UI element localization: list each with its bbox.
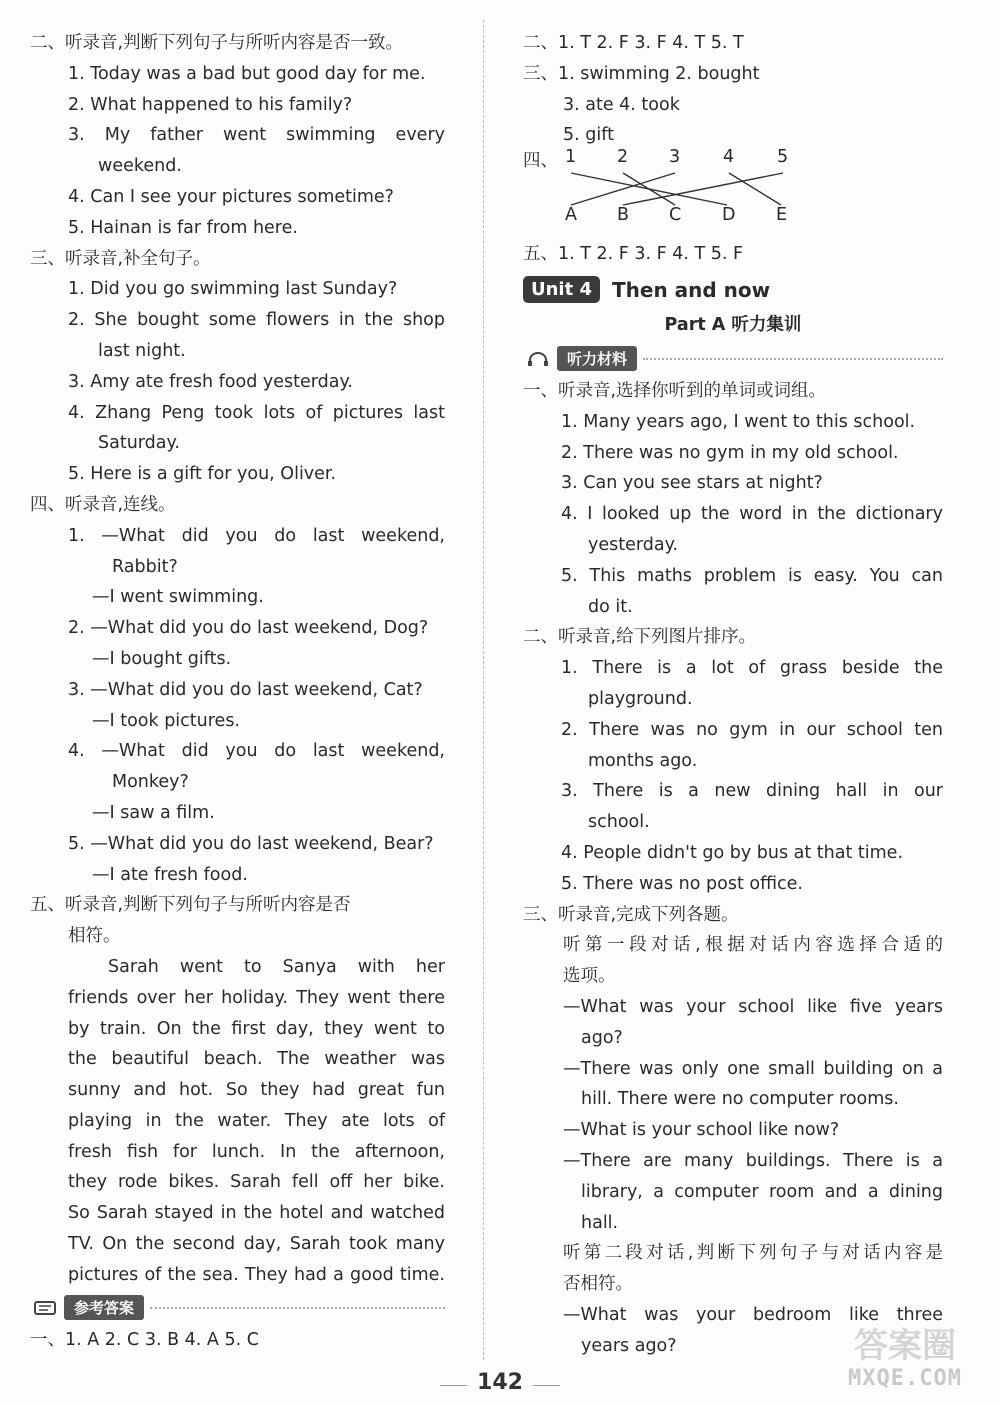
question-3-intro-1: 听第一段对话,根据对话内容选择合适的 xyxy=(563,935,943,956)
list-item-continued: last night. xyxy=(98,340,186,361)
section-3-title: 三、听录音,补全句子。 xyxy=(30,248,211,269)
list-item: 5. This maths problem is easy. You can xyxy=(561,565,943,586)
answer-section-3: 三、1. swimming 2. bought xyxy=(523,63,760,84)
list-item: 5. Here is a gift for you, Oliver. xyxy=(68,464,337,485)
list-item-continued: Saturday. xyxy=(98,433,180,454)
passage-line: the beautiful beach. The weather was xyxy=(68,1049,445,1070)
dialog-line-continued: Rabbit? xyxy=(112,556,178,577)
dialog-line-continued: years ago? xyxy=(581,1335,677,1356)
question-3-intro-2: 听第二段对话,判断下列句子与对话内容是 xyxy=(563,1243,943,1264)
match-number: 2 xyxy=(617,147,629,168)
passage-line: friends over her holiday. They went there xyxy=(68,987,445,1008)
match-letter: B xyxy=(617,205,630,226)
left-column xyxy=(30,28,445,1355)
unit-badge: Unit 4 xyxy=(523,276,600,303)
dialog-answer: —I bought gifts. xyxy=(92,648,232,669)
dialog-line-continued: hall. xyxy=(581,1212,619,1233)
list-item-continued: months ago. xyxy=(588,750,698,771)
question-3-title: 三、听录音,完成下列各题。 xyxy=(523,904,739,925)
watermark-glyph: 答案圈 xyxy=(854,1326,956,1366)
column-divider xyxy=(483,20,484,1360)
dialog-line: —What was your bedroom like three xyxy=(563,1304,943,1325)
answer-section-3-line: 3. ate 4. took xyxy=(563,94,680,115)
passage-line: sunny and hot. So they had great fun xyxy=(68,1080,445,1101)
list-item-continued: weekend. xyxy=(98,156,182,177)
dialog-line: 4. —What did you do last weekend, xyxy=(68,741,445,762)
dialog-line-continued: Monkey? xyxy=(112,772,189,793)
dialog-line: 2. —What did you do last weekend, Dog? xyxy=(68,618,429,639)
answers-line: 一、1. A 2. C 3. B 4. A 5. C xyxy=(30,1329,259,1350)
match-number: 1 xyxy=(565,147,577,168)
answer-section-5: 五、1. T 2. F 3. F 4. T 5. F xyxy=(523,244,744,265)
material-banner-label: 听力材料 xyxy=(557,346,637,371)
list-item: 4. Can I see your pictures sometime? xyxy=(68,186,394,207)
match-number: 3 xyxy=(669,147,681,168)
list-item: 3. Can you see stars at night? xyxy=(561,473,823,494)
dialog-line-continued: hill. There were no computer rooms. xyxy=(581,1089,899,1110)
dialog-answer: —I took pictures. xyxy=(92,710,240,731)
section-2-title: 二、听录音,判断下列句子与所听内容是否一致。 xyxy=(30,33,404,53)
list-item: 5. Hainan is far from here. xyxy=(68,217,298,238)
passage-line: pictures of the sea. They had a good time. xyxy=(68,1264,445,1285)
passage-line: by train. On the first day, they went to xyxy=(68,1018,445,1039)
list-item-continued: do it. xyxy=(588,596,633,617)
match-lines xyxy=(523,151,823,239)
list-item: 3. Amy ate fresh food yesterday. xyxy=(68,371,353,392)
watermark-text: MXQE.COM xyxy=(848,1366,962,1391)
passage-line: TV. On the second day, Sarah took many xyxy=(68,1234,445,1255)
material-banner xyxy=(527,342,943,376)
passage-line: they rode bikes. Sarah fell off her bike. xyxy=(68,1172,445,1193)
dialog-line: —There was only one small building on a xyxy=(563,1058,943,1079)
list-item: 2. There was no gym in our school ten xyxy=(561,719,943,740)
match-letter: C xyxy=(669,205,682,226)
part-title: Part A 听力集训 xyxy=(664,314,802,335)
answer-section-2: 二、1. T 2. F 3. F 4. T 5. T xyxy=(523,33,744,53)
section-5-title-continued: 相符。 xyxy=(68,926,121,947)
passage-line: playing in the water. They ate lots of xyxy=(68,1110,445,1131)
dialog-line-continued: ago? xyxy=(581,1027,623,1048)
list-item: 5. There was no post office. xyxy=(561,873,803,894)
list-item-continued: playground. xyxy=(588,688,693,709)
answers-banner-label: 参考答案 xyxy=(64,1295,144,1320)
answer-section-4-label: 四、 xyxy=(523,151,558,172)
unit-title: Then and now xyxy=(612,277,771,302)
list-item: 2. She bought some flowers in the shop xyxy=(68,310,445,331)
dialog-line-continued: library, a computer room and a dining xyxy=(581,1181,943,1202)
unit-header xyxy=(523,272,943,308)
dialog-line: —What was your school like five years xyxy=(563,996,943,1017)
list-item: 2. There was no gym in my old school. xyxy=(561,442,899,463)
match-letter: D xyxy=(722,205,736,226)
answer-section-3-line: 5. gift xyxy=(563,125,614,146)
passage-line: So Sarah stayed in the hotel and watched xyxy=(68,1203,445,1224)
banner-divider xyxy=(150,1307,445,1309)
dialog-line: —What is your school like now? xyxy=(563,1120,840,1141)
dialog-line: 5. —What did you do last weekend, Bear? xyxy=(68,833,434,854)
question-3-intro-2-continued: 否相符。 xyxy=(563,1274,633,1295)
dialog-line: 1. —What did you do last weekend, xyxy=(68,525,445,546)
page-number-text: 142 xyxy=(467,1370,533,1395)
list-item-continued: yesterday. xyxy=(588,534,679,555)
list-item: 1. Many years ago, I went to this school. xyxy=(561,411,916,432)
list-item: 1. Today was a bad but good day for me. xyxy=(68,63,426,84)
match-letter: E xyxy=(776,205,788,226)
section-4-title: 四、听录音,连线。 xyxy=(30,494,176,515)
passage-line: fresh fish for lunch. In the afternoon, xyxy=(68,1141,445,1162)
answer-key-icon xyxy=(34,1300,56,1316)
question-2-title: 二、听录音,给下列图片排序。 xyxy=(523,627,757,648)
list-item: 1. There is a lot of grass beside the xyxy=(561,658,943,679)
headphones-icon xyxy=(527,351,549,367)
match-number: 4 xyxy=(723,147,735,168)
dialog-line: —There are many buildings. There is a xyxy=(563,1150,943,1171)
question-3-intro-1-continued: 选项。 xyxy=(563,966,616,987)
list-item: 3. My father went swimming every xyxy=(68,125,445,146)
match-number: 5 xyxy=(777,147,789,168)
list-item: 4. Zhang Peng took lots of pictures last xyxy=(68,402,445,423)
banner-divider xyxy=(643,358,943,360)
right-column xyxy=(523,28,943,1361)
watermark xyxy=(820,1318,990,1400)
list-item: 3. There is a new dining hall in our xyxy=(561,781,943,802)
dialog-line: 3. —What did you do last weekend, Cat? xyxy=(68,679,423,700)
list-item: 4. I looked up the word in the dictionary xyxy=(561,504,943,525)
question-1-title: 一、听录音,选择你听到的单词或词组。 xyxy=(523,380,827,401)
dialog-answer: —I saw a film. xyxy=(92,802,215,823)
match-line-3-A xyxy=(571,173,675,205)
match-line-4-E xyxy=(729,173,781,205)
list-item: 1. Did you go swimming last Sunday? xyxy=(68,279,398,300)
section-5-title: 五、听录音,判断下列句子与所听内容是否 xyxy=(30,895,351,916)
list-item: 2. What happened to his family? xyxy=(68,94,353,115)
passage-line: Sarah went to Sanya with her xyxy=(108,956,445,977)
matching-diagram xyxy=(523,147,943,239)
match-letter: A xyxy=(565,205,577,226)
list-item-continued: school. xyxy=(588,812,650,833)
answers-banner xyxy=(34,1291,445,1325)
dialog-answer: —I went swimming. xyxy=(92,587,264,608)
list-item: 4. People didn't go by bus at that time. xyxy=(561,842,904,863)
dialog-answer: —I ate fresh food. xyxy=(92,864,248,885)
